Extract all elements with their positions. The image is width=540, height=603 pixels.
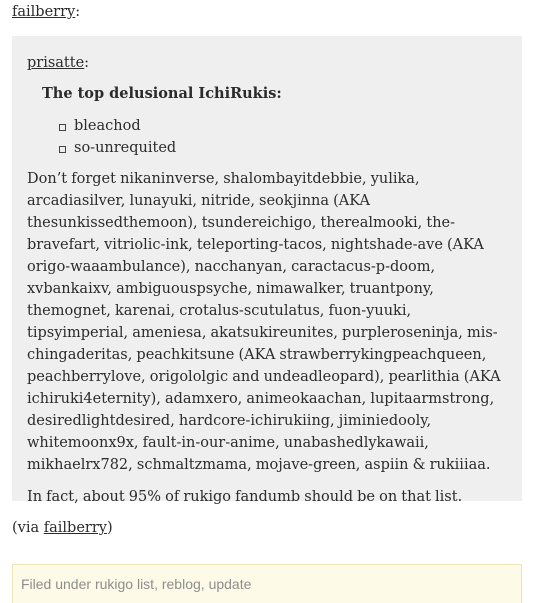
- quote-heading: The top delusional IchiRukis:: [42, 85, 282, 102]
- quote-closing: In fact, about 95% of rukigo fandumb should be on that list.: [27, 489, 463, 505]
- tag-link-reblog[interactable]: reblog: [161, 576, 201, 592]
- quote-paragraph: Don’t forget nikaninverse, shalombayitdebbie, yulika, arcadiasilver, lunayuki, nitride, seokjinna (AKA thesunkissedthemoon), tsundereichigo, therealmooki, the-bravefart, vitriolic-ink, teleporting-tacos, nightshade-ave (AKA origo-waaambulance), nacchanyan, caractacus-p-doom, xvbankaixv, ambiguouspsyche, nimawalker, truantpony, themognet, karenai, crotalus-scutulatus, fuon-yuuki, tipsyimperial, ameniesa, akatsukireunites, purpleroseninja, mis-chingaderitas, peachkitsune (AKA strawberrykingpeachqueen, peachberrylove, origololgic and undeadleopard), pearlithia (AKA ichiruki4eternity), adamxero, animeokaachan, lupitaarmstrong, desiredlightdesired, hardcore-ichirukiing, jiminiedooly, whitemoonx9x, fault-in-our-anime, unabashedlykawaii, mikhaelrx782, schmaltzmama, mojave-green, aspiin & rukiiiaa.: [27, 171, 501, 473]
- filed-under-label: Filed under: [21, 576, 95, 592]
- reblog-quote: [12, 36, 522, 505]
- quote-author-link[interactable]: prisatte: [27, 55, 85, 71]
- tag-separator: ,: [154, 576, 162, 592]
- filed-under-box: [12, 564, 522, 603]
- via-suffix: ): [106, 520, 113, 536]
- quote-author-line: [27, 52, 506, 74]
- list-item: so-unrequited: [59, 137, 506, 159]
- quote-author-colon: :: [84, 55, 90, 71]
- via-line: [12, 517, 113, 539]
- via-prefix: (via: [12, 520, 44, 536]
- tag-link-update[interactable]: update: [208, 576, 252, 592]
- tag-separator: ,: [200, 576, 209, 592]
- reblog-author-line: [12, 1, 80, 23]
- list-item: bleachod: [59, 115, 506, 137]
- tag-link-rukigo-list[interactable]: rukigo list: [94, 576, 155, 592]
- reblogger-link[interactable]: failberry: [12, 4, 76, 20]
- reblogger-colon: :: [75, 4, 81, 20]
- via-link[interactable]: failberry: [43, 520, 107, 536]
- delusional-list: [27, 115, 506, 159]
